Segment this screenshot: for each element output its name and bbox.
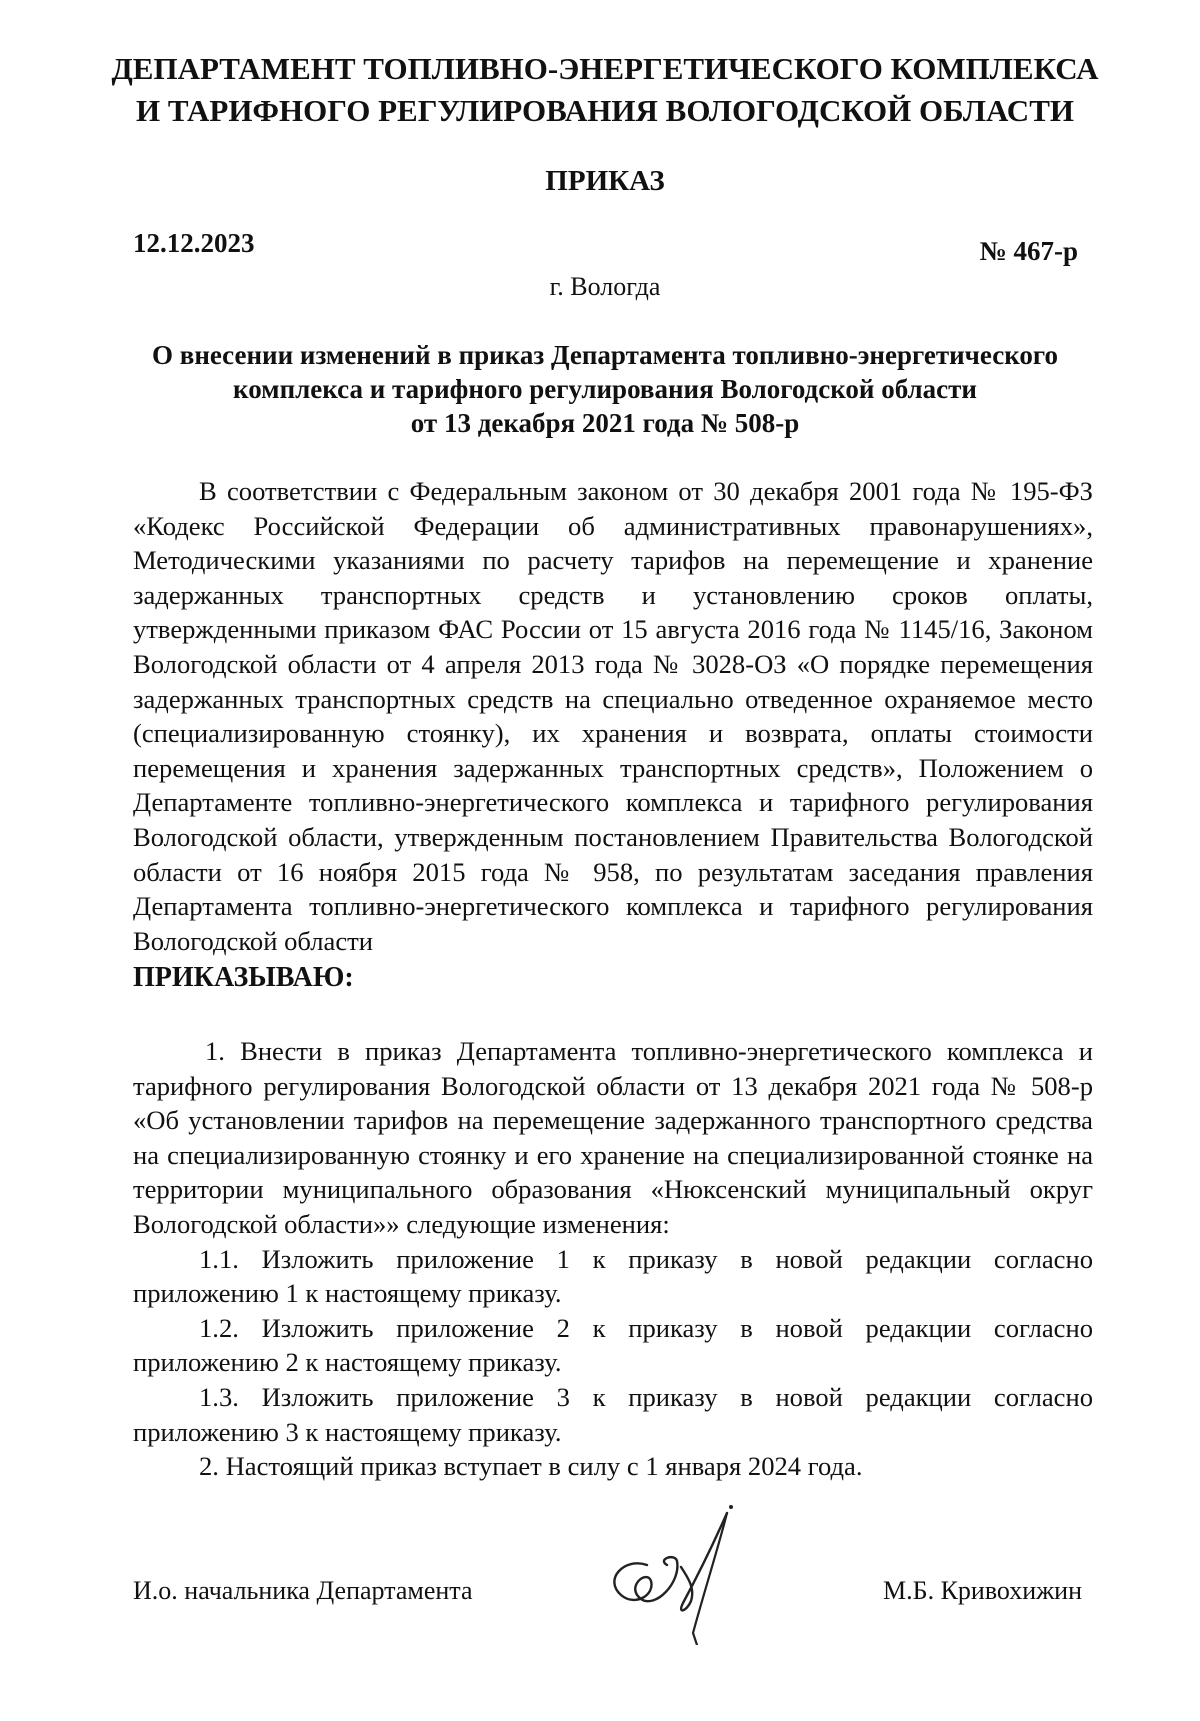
document-title-line2: комплекса и тарифного регулирования Вологодской области	[233, 374, 977, 404]
preamble-paragraph: В соответствии с Федеральным законом от 30 декабря 2001 года № 195-ФЗ «Кодекс Российской Федерации об административных правонарушениях», Методическими указаниями по расчету тарифов на перемещение и хранение задержанных транспортных средств и установлению сроков оплаты, утвержденными приказом ФАС России от 15 августа 2016 года № 1145/16, Законом Вологодской области от 4 апреля 2013 года № 3028-ОЗ «О порядке перемещения задержанных транспортных средств на специально отведенное охраняемое место (специализированную стоянку), их хранения и возврата, оплаты стоимости перемещения и хранения задержанных транспортных средств», Положением о Департаменте топливно-энергетического комплекса и тарифного регулирования Вологодской области, утвержденным постановлением Правительства Вологодской области от 16 ноября 2015 года № 958, по результатам заседания правления Департамента топливно-энергетического комплекса и тарифного регулирования Вологодской области	[133, 476, 1093, 956]
document-date: 12.12.2023	[133, 228, 255, 258]
order-item: 1.2. Изложить приложение 2 к приказу в новой редакции согласно приложению 2 к настоящему приказу.	[133, 1312, 1093, 1378]
document-city: г. Вологда	[549, 272, 661, 301]
document-title-line3: от 13 декабря 2021 года № 508-р	[410, 408, 800, 438]
order-item: 1.3. Изложить приложение 3 к приказу в новой редакции согласно приложению 3 к настоящему приказу.	[133, 1381, 1093, 1447]
document-type: ПРИКАЗ	[545, 165, 665, 197]
department-header	[100, 48, 1110, 132]
order-item: 1.1. Изложить приложение 1 к приказу в новой редакции согласно приложению 1 к настоящему приказу.	[133, 1243, 1093, 1309]
order-item: 2. Настоящий приказ вступает в силу с 1 января 2024 года.	[199, 1451, 863, 1482]
order-items	[133, 1034, 1093, 1484]
document-title-line1: О внесении изменений в приказ Департамента топливно-энергетического	[151, 340, 1058, 370]
order-word: ПРИКАЗЫВАЮ:	[133, 962, 354, 993]
department-header-line1: ДЕПАРТАМЕНТ ТОПЛИВНО-ЭНЕРГЕТИЧЕСКОГО КОМПЛЕКСА	[111, 51, 1099, 86]
order-item: 1. Внести в приказ Департамента топливно-энергетического комплекса и тарифного регулирования Вологодской области от 13 декабря 2021 года № 508-р «Об установлении тарифов на перемещение задержанного транспортного средства на специализированную стоянку и его хранение на специализированной стоянке на территории муниципального образования «Нюксенский муниципальный округ Вологодской области»» следующие изменения:	[133, 1036, 1093, 1239]
signatory-position: И.о. начальника Департамента	[133, 1576, 473, 1605]
handwritten-signature	[585, 1495, 765, 1645]
signatory-name: М.Б. Кривохижин	[883, 1576, 1082, 1605]
document-title	[120, 338, 1090, 440]
department-header-line2: И ТАРИФНОГО РЕГУЛИРОВАНИЯ ВОЛОГОДСКОЙ ОБЛАСТИ	[136, 93, 1074, 128]
document-number: № 467-р	[979, 236, 1078, 266]
